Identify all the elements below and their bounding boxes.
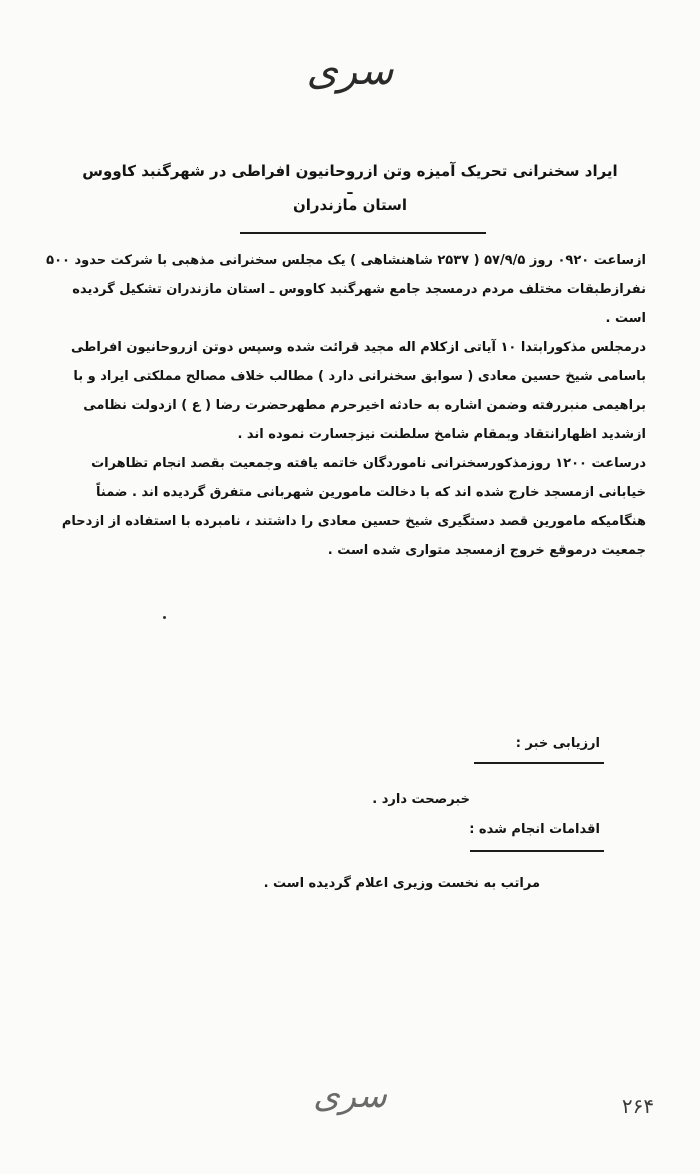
classification-header: سری <box>306 48 394 94</box>
page-number: ۲۶۴ <box>621 1094 655 1118</box>
document-title: ایراد سخنرانی تحریک آمیزه وتن ازروحانیون افراطی در شهرگنبد کاووس ـ <box>82 162 618 198</box>
actions-taken-value: مراتب به نخست وزیری اعلام گردیده است . <box>263 876 540 891</box>
classification-footer: سری <box>313 1076 387 1116</box>
report-body <box>46 246 646 565</box>
title-underline <box>240 232 486 234</box>
body-paragraph-2: درمجلس مذکورابتدا ۱۰ آیاتی ازکلام اله مجید قرائت شده وسپس دوتن ازروحانیون افراطی باسامی شیخ حسین معادی ( سوابق سخنرانی دارد ) مطالب خلاف مصالح مملکتی ایراد و با براهیمی منبررفته وضمن اشاره به حادثه اخیرحرم مطهرحضرت رضا ( ع ) ازدولت نظامی ازشدید اظهارانتقاد وبمقام شامخ سلطنت نیزجسارت نموده اند . <box>70 340 646 442</box>
body-paragraph-3: درساعت ۱۲۰۰ روزمذکورسخنرانی ناموردگان خاتمه یافته وجمعیت بقصد انجام تظاهرات خیابانی ازمسجد خارج شده اند که با دخالت مامورین شهربانی متفرق گردیده اند . ضمناً هنگامیکه مامورین قصد دستگیری شیخ حسین معادی را داشتند ، نامبرده با استفاده از ازدحام جمعیت درموقع خروج ازمسجد متواری شده است . <box>61 456 646 558</box>
actions-underline <box>470 850 604 852</box>
evaluation-underline <box>474 762 604 764</box>
document-subtitle: استان مازندران <box>292 196 408 214</box>
body-paragraph-1: ازساعت ۰۹۲۰ روز ۵۷/۹/۵ ( ۲۵۳۷ شاهنشاهی ) یک مجلس سخنرانی مذهبی با شرکت حدود ۵۰۰ نفرازطبقات مختلف مردم درمسجد جامع شهرگنبد کاووس ـ استان مازندران تشکیل گردیده است . <box>46 253 646 326</box>
actions-taken-label: اقدامات انجام شده : <box>469 822 600 837</box>
news-evaluation-label: ارزیابی خبر : <box>515 736 600 751</box>
news-evaluation-value: خبرصحت دارد . <box>372 792 470 807</box>
ink-dot <box>163 616 166 619</box>
